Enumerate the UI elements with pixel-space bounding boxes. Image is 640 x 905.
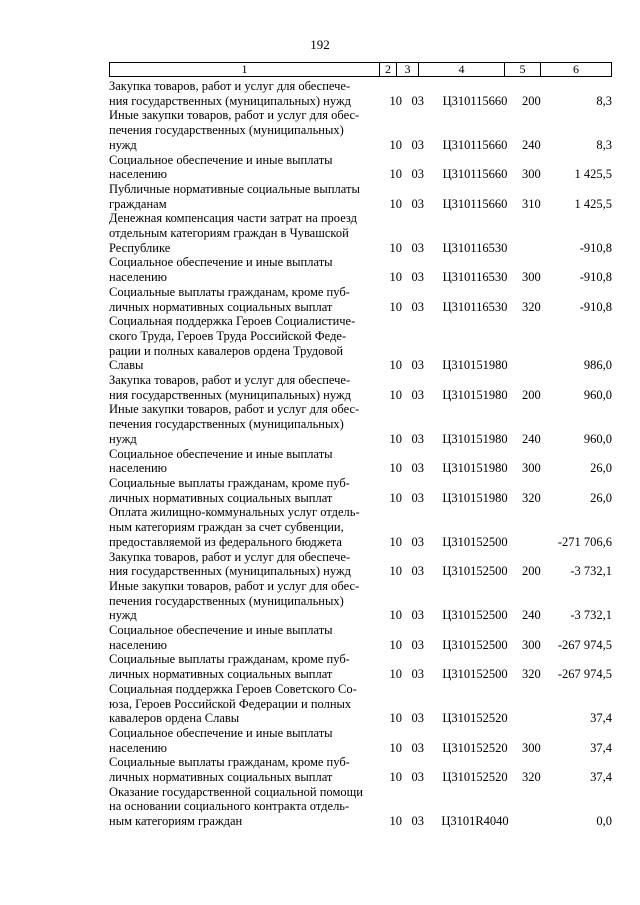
row-target-article: Ц310152500 xyxy=(442,667,508,682)
row-name-line: Социальная поддержка Героев Социалистиче- xyxy=(109,314,356,329)
row-target-article: Ц310152500 xyxy=(442,534,508,549)
row-name-line: населению xyxy=(109,637,167,652)
row-name xyxy=(109,623,375,652)
row-subsection: 03 xyxy=(411,534,424,549)
row-amount: 26,0 xyxy=(590,490,612,505)
row-amount: -271 706,6 xyxy=(557,534,612,549)
row-name-line: Социальное обеспечение и иные выплаты xyxy=(109,446,333,461)
row-target-article: Ц310151980 xyxy=(442,490,508,505)
row-target-article: Ц310115660 xyxy=(442,93,508,108)
row-name-line: личных нормативных социальных выплат xyxy=(109,299,333,314)
row-name-line: Иные закупки товаров, работ и услуг для обес- xyxy=(109,108,360,123)
row-target-article: Ц310152520 xyxy=(442,770,508,785)
row-section: 10 xyxy=(389,358,402,373)
row-expense-type: 300 xyxy=(522,740,541,755)
table-row xyxy=(109,476,612,505)
row-name-line: нужд xyxy=(109,608,137,623)
row-expense-type: 240 xyxy=(522,137,541,152)
row-name-line: Социальные выплаты гражданам, кроме пуб- xyxy=(109,284,350,299)
row-section: 10 xyxy=(389,196,402,211)
row-section: 10 xyxy=(389,461,402,476)
row-name-line: населению xyxy=(109,740,167,755)
row-target-article: Ц310152500 xyxy=(442,608,508,623)
row-name xyxy=(109,785,375,829)
row-name-line: рации и полных кавалеров ордена Трудовой xyxy=(109,343,344,358)
row-amount: 8,3 xyxy=(596,137,612,152)
table-row xyxy=(109,505,612,549)
row-subsection: 03 xyxy=(411,608,424,623)
row-target-article: Ц310152520 xyxy=(442,740,508,755)
row-target-article: Ц310116530 xyxy=(442,299,508,314)
row-amount: 986,0 xyxy=(583,358,612,373)
header-col-2: 2 xyxy=(380,63,397,76)
row-name-line: Закупка товаров, работ и услуг для обеспече- xyxy=(109,549,351,564)
row-subsection: 03 xyxy=(411,814,424,829)
row-amount: 26,0 xyxy=(590,461,612,476)
row-expense-type: 310 xyxy=(522,196,541,211)
row-subsection: 03 xyxy=(411,637,424,652)
row-section: 10 xyxy=(389,299,402,314)
row-name-line: нужд xyxy=(109,137,137,152)
row-section: 10 xyxy=(389,137,402,152)
table-row xyxy=(109,652,612,681)
row-section: 10 xyxy=(389,667,402,682)
row-target-article: Ц310151980 xyxy=(442,387,508,402)
row-name-line: Оказание государственной социальной помощи xyxy=(109,784,363,799)
row-name-line: отдельным категориям граждан в Чувашской xyxy=(109,226,349,241)
row-name-line: ным категориям граждан за счет субвенции, xyxy=(109,520,344,535)
row-amount: -910,8 xyxy=(579,299,612,314)
table-row xyxy=(109,314,612,373)
row-subsection: 03 xyxy=(411,667,424,682)
row-name-line: Оплата жилищно-коммунальных услуг отдель- xyxy=(109,505,360,520)
row-name xyxy=(109,682,375,726)
row-expense-type: 300 xyxy=(522,637,541,652)
row-expense-type: 200 xyxy=(522,564,541,579)
row-subsection: 03 xyxy=(411,490,424,505)
row-name-line: Социальное обеспечение и иные выплаты xyxy=(109,152,333,167)
row-name xyxy=(109,755,375,784)
header-col-3: 3 xyxy=(397,63,419,76)
row-name xyxy=(109,373,375,402)
row-name-line: Закупка товаров, работ и услуг для обеспече- xyxy=(109,79,351,93)
row-name-line: Публичные нормативные социальные выплаты xyxy=(109,181,360,196)
table-header xyxy=(109,62,612,77)
row-target-article: Ц310151980 xyxy=(442,461,508,476)
row-subsection: 03 xyxy=(411,299,424,314)
row-expense-type: 200 xyxy=(522,93,541,108)
row-expense-type: 300 xyxy=(522,461,541,476)
row-name-line: Республике xyxy=(109,240,171,255)
row-amount: -910,8 xyxy=(579,240,612,255)
row-expense-type: 320 xyxy=(522,299,541,314)
table-body xyxy=(109,79,612,829)
table-row xyxy=(109,682,612,726)
table-row xyxy=(109,726,612,755)
row-expense-type: 320 xyxy=(522,667,541,682)
row-expense-type: 300 xyxy=(522,167,541,182)
row-amount: -267 974,5 xyxy=(557,637,612,652)
table-row xyxy=(109,579,612,623)
row-section: 10 xyxy=(389,270,402,285)
row-subsection: 03 xyxy=(411,196,424,211)
row-amount: -3 732,1 xyxy=(570,608,612,623)
row-name xyxy=(109,579,375,623)
row-name-line: ным категориям граждан xyxy=(109,814,243,829)
row-subsection: 03 xyxy=(411,770,424,785)
row-name-line: Социальное обеспечение и иные выплаты xyxy=(109,725,333,740)
row-expense-type: 240 xyxy=(522,431,541,446)
row-target-article: Ц310116530 xyxy=(442,270,508,285)
row-name xyxy=(109,447,375,476)
table-row xyxy=(109,153,612,182)
row-name-line: Славы xyxy=(109,358,144,373)
table-row xyxy=(109,402,612,446)
row-name-line: юза, Героев Российской Федерации и полных xyxy=(109,696,352,711)
table-row xyxy=(109,108,612,152)
row-section: 10 xyxy=(389,490,402,505)
table-row xyxy=(109,447,612,476)
row-section: 10 xyxy=(389,167,402,182)
row-name-line: Закупка товаров, работ и услуг для обеспече- xyxy=(109,373,351,388)
row-section: 10 xyxy=(389,814,402,829)
row-section: 10 xyxy=(389,564,402,579)
row-name xyxy=(109,182,375,211)
row-name-line: ского Труда, Героев Труда Российской Феде- xyxy=(109,328,347,343)
table-row xyxy=(109,182,612,211)
row-name-line: нужд xyxy=(109,431,137,446)
table-row xyxy=(109,755,612,784)
row-expense-type: 320 xyxy=(522,490,541,505)
row-subsection: 03 xyxy=(411,711,424,726)
row-expense-type: 200 xyxy=(522,387,541,402)
row-expense-type: 240 xyxy=(522,608,541,623)
row-name-line: населению xyxy=(109,270,167,285)
header-col-5: 5 xyxy=(505,63,541,76)
row-subsection: 03 xyxy=(411,167,424,182)
table-row xyxy=(109,211,612,255)
row-target-article: Ц3101R4040 xyxy=(441,814,509,829)
row-subsection: 03 xyxy=(411,740,424,755)
row-target-article: Ц310152520 xyxy=(442,711,508,726)
row-subsection: 03 xyxy=(411,564,424,579)
row-name-line: на основании социального контракта отдель- xyxy=(109,799,350,814)
table-row xyxy=(109,255,612,284)
row-name-line: Социальные выплаты гражданам, кроме пуб- xyxy=(109,755,350,770)
header-col-6: 6 xyxy=(573,62,579,76)
row-section: 10 xyxy=(389,93,402,108)
row-amount: 1 425,5 xyxy=(574,167,612,182)
row-name-line: личных нормативных социальных выплат xyxy=(109,490,333,505)
row-target-article: Ц310115660 xyxy=(442,137,508,152)
row-name-line: Социальные выплаты гражданам, кроме пуб- xyxy=(109,475,350,490)
row-target-article: Ц310115660 xyxy=(442,167,508,182)
row-section: 10 xyxy=(389,770,402,785)
row-name-line: Социальное обеспечение и иные выплаты xyxy=(109,623,333,638)
table-row xyxy=(109,79,612,108)
row-name-line: личных нормативных социальных выплат xyxy=(109,667,333,682)
row-subsection: 03 xyxy=(411,270,424,285)
row-section: 10 xyxy=(389,431,402,446)
page-number: 192 xyxy=(310,37,330,52)
row-name-line: печения государственных (муниципальных) xyxy=(109,417,344,432)
row-name-line: Социальное обеспечение и иные выплаты xyxy=(109,255,333,270)
row-name-line: предоставляемой из федерального бюджета xyxy=(109,534,342,549)
table-row xyxy=(109,623,612,652)
row-name-line: населению xyxy=(109,167,167,182)
row-amount: 37,4 xyxy=(590,740,612,755)
row-name-line: ния государственных (муниципальных) нужд xyxy=(109,387,351,402)
row-name xyxy=(109,402,375,446)
row-expense-type: 320 xyxy=(522,770,541,785)
table-row xyxy=(109,285,612,314)
row-name xyxy=(109,314,375,373)
row-section: 10 xyxy=(389,534,402,549)
row-name-line: кавалеров ордена Славы xyxy=(109,711,240,726)
row-subsection: 03 xyxy=(411,387,424,402)
row-amount: -3 732,1 xyxy=(570,564,612,579)
row-expense-type: 300 xyxy=(522,270,541,285)
row-name xyxy=(109,255,375,284)
row-name-line: Социальная поддержка Героев Советского Со- xyxy=(109,681,357,696)
row-amount: 1 425,5 xyxy=(574,196,612,211)
row-subsection: 03 xyxy=(411,93,424,108)
row-name xyxy=(109,476,375,505)
row-name-line: ния государственных (муниципальных) нужд xyxy=(109,93,351,108)
row-name-line: гражданам xyxy=(109,196,167,211)
row-name-line: Иные закупки товаров, работ и услуг для обес- xyxy=(109,578,360,593)
row-name xyxy=(109,211,375,255)
row-section: 10 xyxy=(389,240,402,255)
row-name-line: печения государственных (муниципальных) xyxy=(109,593,344,608)
row-amount: -910,8 xyxy=(579,270,612,285)
row-section: 10 xyxy=(389,711,402,726)
table-row xyxy=(109,550,612,579)
row-name-line: Денежная компенсация части затрат на проезд xyxy=(109,211,357,226)
row-name xyxy=(109,726,375,755)
row-target-article: Ц310152500 xyxy=(442,637,508,652)
header-col-1: 1 xyxy=(110,63,380,76)
row-subsection: 03 xyxy=(411,137,424,152)
row-subsection: 03 xyxy=(411,431,424,446)
row-name xyxy=(109,285,375,314)
row-section: 10 xyxy=(389,608,402,623)
row-section: 10 xyxy=(389,637,402,652)
row-name-line: печения государственных (муниципальных) xyxy=(109,123,344,138)
row-subsection: 03 xyxy=(411,358,424,373)
row-name xyxy=(109,652,375,681)
row-name xyxy=(109,153,375,182)
row-target-article: Ц310116530 xyxy=(442,240,508,255)
row-amount: 37,4 xyxy=(590,770,612,785)
row-amount: 960,0 xyxy=(583,387,612,402)
row-name-line: Социальные выплаты гражданам, кроме пуб- xyxy=(109,652,350,667)
row-amount: -267 974,5 xyxy=(557,667,612,682)
row-name xyxy=(109,108,375,152)
row-amount: 960,0 xyxy=(583,431,612,446)
row-section: 10 xyxy=(389,740,402,755)
row-section: 10 xyxy=(389,387,402,402)
row-amount: 37,4 xyxy=(590,711,612,726)
row-name-line: личных нормативных социальных выплат xyxy=(109,770,333,785)
row-name xyxy=(109,505,375,549)
row-amount: 8,3 xyxy=(596,93,612,108)
row-target-article: Ц310151980 xyxy=(442,358,508,373)
row-target-article: Ц310115660 xyxy=(442,196,508,211)
row-name-line: населению xyxy=(109,461,167,476)
row-name xyxy=(109,79,375,108)
row-subsection: 03 xyxy=(411,461,424,476)
row-subsection: 03 xyxy=(411,240,424,255)
row-amount: 0,0 xyxy=(596,814,612,829)
row-name-line: ния государственных (муниципальных) нужд xyxy=(109,564,351,579)
row-name-line: Иные закупки товаров, работ и услуг для обес- xyxy=(109,402,360,417)
row-target-article: Ц310152500 xyxy=(442,564,508,579)
header-col-4: 4 xyxy=(419,63,505,76)
row-name xyxy=(109,550,375,579)
table-row xyxy=(109,373,612,402)
row-target-article: Ц310151980 xyxy=(442,431,508,446)
table-row xyxy=(109,785,612,829)
